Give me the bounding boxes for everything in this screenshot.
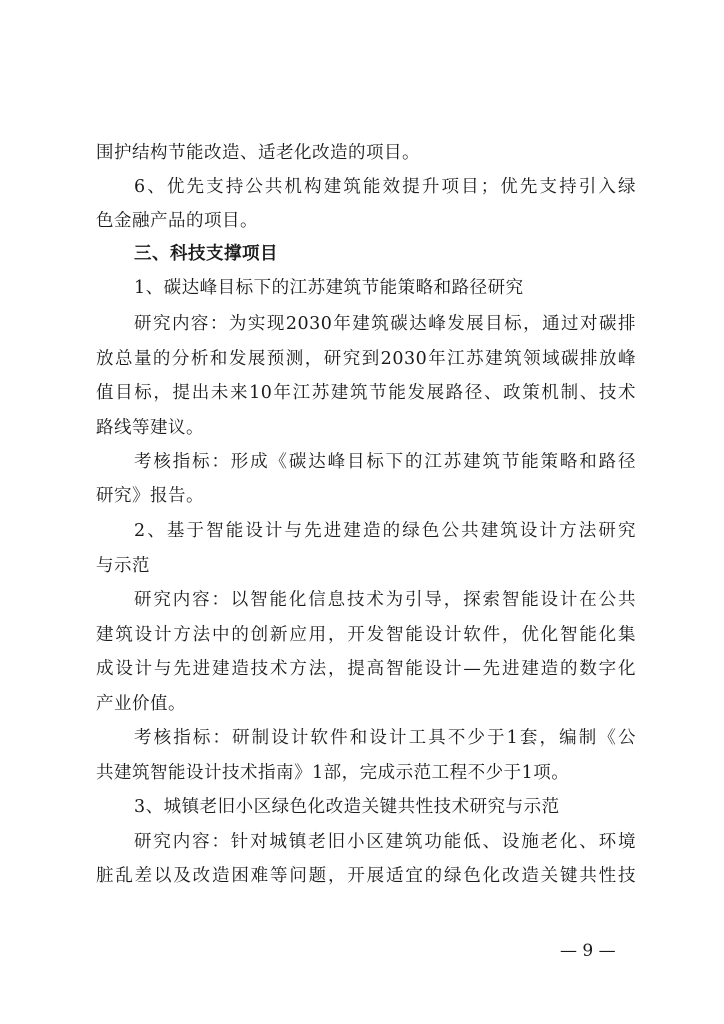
text-line: 值目标，提出未来10年江苏建筑节能发展路径、政策机制、技术 — [96, 383, 636, 403]
text-line: 建筑设计方法中的创新应用，开发智能设计软件，优化智能化集 — [96, 625, 636, 645]
text-line: 色金融产品的项目。 — [96, 211, 258, 231]
text-line: 脏乱差以及改造困难等问题，开展适宜的绿色化改造关键共性技 — [96, 866, 636, 886]
text-line: 考核指标：形成《碳达峰目标下的江苏建筑节能策略和路径 — [134, 452, 636, 472]
text-line: 产业价值。 — [96, 694, 186, 714]
text-line: 共建筑智能设计技术指南》1部，完成示范工程不少于1项。 — [96, 763, 570, 783]
subsection-title: 2、基于智能设计与先进建造的绿色公共建筑设计方法研究 — [134, 521, 636, 541]
section-heading: 三、科技支撑项目 — [134, 244, 278, 264]
text-line: 成设计与先进建造技术方法，提高智能设计—先进建造的数字化 — [96, 659, 636, 679]
text-line: 研究内容：以智能化信息技术为引导，探索智能设计在公共 — [134, 590, 636, 610]
text-line: 6、优先支持公共机构建筑能效提升项目；优先支持引入绿 — [134, 177, 636, 197]
text-line: 研究内容：针对城镇老旧小区建筑功能低、设施老化、环境 — [134, 832, 636, 852]
text-line: 放总量的分析和发展预测，研究到2030年江苏建筑领域碳排放峰 — [96, 349, 636, 369]
subsection-title: 1、碳达峰目标下的江苏建筑节能策略和路径研究 — [134, 278, 524, 298]
text-line: 路线等建议。 — [96, 418, 204, 438]
text-line: 围护结构节能改造、适老化改造的项目。 — [96, 143, 420, 163]
subsection-title: 3、城镇老旧小区绿色化改造关键共性技术研究与示范 — [134, 797, 560, 817]
page-number: — 9 — — [560, 941, 616, 961]
text-line: 考核指标：研制设计软件和设计工具不少于1套，编制《公 — [134, 728, 636, 748]
subsection-title: 与示范 — [96, 556, 150, 576]
text-line: 研究》报告。 — [96, 486, 204, 506]
text-line: 研究内容：为实现2030年建筑碳达峰发展目标，通过对碳排 — [134, 314, 636, 334]
